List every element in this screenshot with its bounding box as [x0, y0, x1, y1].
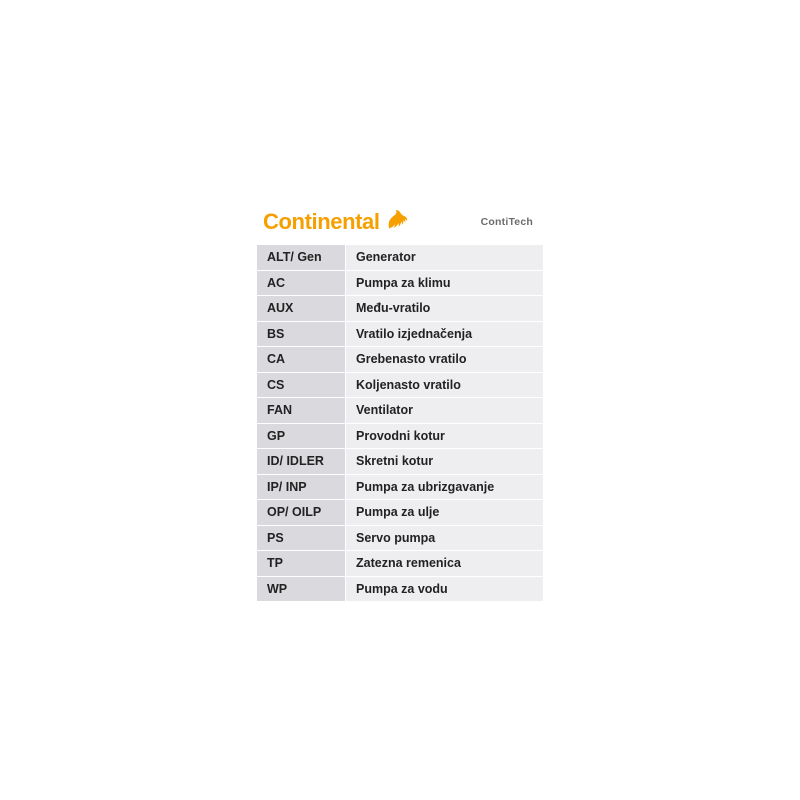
table-row	[257, 474, 543, 500]
abbreviation-description: Pumpa za vodu	[346, 576, 544, 602]
brand-name: Continental	[263, 209, 380, 234]
abbreviation-code: ID/ IDLER	[257, 449, 346, 475]
abbreviation-description: Vratilo izjednačenja	[346, 321, 544, 347]
table-row	[257, 270, 543, 296]
table-row	[257, 398, 543, 424]
table-row	[257, 321, 543, 347]
abbreviation-code: WP	[257, 576, 346, 602]
table-row	[257, 525, 543, 551]
abbreviation-code: AC	[257, 270, 346, 296]
abbreviation-description: Među-vratilo	[346, 296, 544, 322]
abbreviation-description: Generator	[346, 245, 544, 271]
abbreviation-code: OP/ OILP	[257, 500, 346, 526]
table-row	[257, 347, 543, 373]
table-row	[257, 500, 543, 526]
sub-brand-name: ContiTech	[480, 216, 533, 228]
abbreviation-code: GP	[257, 423, 346, 449]
abbreviation-code: FAN	[257, 398, 346, 424]
abbreviation-table	[257, 244, 543, 602]
brand-header	[257, 200, 543, 244]
table-row	[257, 423, 543, 449]
abbreviation-description: Pumpa za klimu	[346, 270, 544, 296]
table-row	[257, 296, 543, 322]
abbreviation-description: Koljenasto vratilo	[346, 372, 544, 398]
abbreviation-code: BS	[257, 321, 346, 347]
abbreviation-description: Grebenasto vratilo	[346, 347, 544, 373]
table-row	[257, 449, 543, 475]
abbreviation-table-body	[257, 245, 543, 602]
abbreviation-code: AUX	[257, 296, 346, 322]
table-row	[257, 576, 543, 602]
abbreviation-description: Provodni kotur	[346, 423, 544, 449]
abbreviation-description: Ventilator	[346, 398, 544, 424]
abbreviation-code: CA	[257, 347, 346, 373]
abbreviation-code: ALT/ Gen	[257, 245, 346, 271]
abbreviation-description: Skretni kotur	[346, 449, 544, 475]
table-row	[257, 245, 543, 271]
abbreviation-legend-card	[257, 200, 543, 602]
table-row	[257, 551, 543, 577]
abbreviation-code: IP/ INP	[257, 474, 346, 500]
abbreviation-code: TP	[257, 551, 346, 577]
abbreviation-description: Servo pumpa	[346, 525, 544, 551]
abbreviation-description: Pumpa za ubrizgavanje	[346, 474, 544, 500]
horse-logo-icon	[384, 208, 410, 237]
table-row	[257, 372, 543, 398]
abbreviation-description: Zatezna remenica	[346, 551, 544, 577]
abbreviation-description: Pumpa za ulje	[346, 500, 544, 526]
abbreviation-code: PS	[257, 525, 346, 551]
abbreviation-code: CS	[257, 372, 346, 398]
brand-logo	[263, 208, 410, 237]
